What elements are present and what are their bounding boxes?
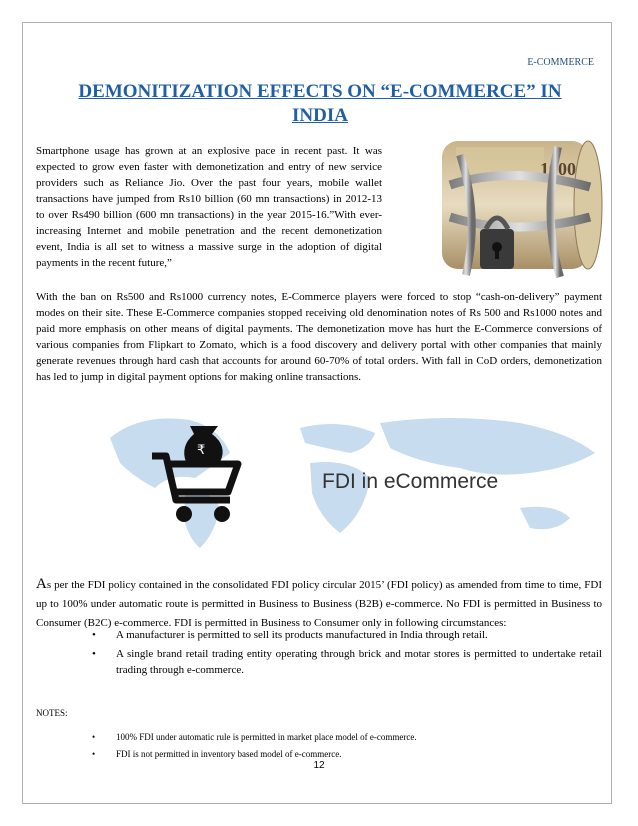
section-header: E-COMMERCE: [527, 57, 594, 68]
page-title: DEMONITIZATION EFFECTS ON “E-COMMERCE” IN INDIA: [78, 81, 562, 126]
fdi-circumstances-list: [92, 627, 602, 681]
notes-label: NOTES:: [36, 708, 68, 718]
fdi-caption: FDI in eCommerce: [322, 470, 499, 493]
list-item: • A manufacturer is permitted to sell its products manufactured in India through retail.: [92, 627, 602, 643]
list-item: • 100% FDI under automatic rule is permitted in market place model of e-commerce.: [92, 731, 592, 744]
list-item: • FDI is not permitted in inventory based model of e-commerce.: [92, 748, 592, 761]
intro-paragraph: Smartphone usage has grown at an explosive pace in recent past. It was expected to grow even faster with demonetization and entry of new service providers such as Reliance Jio. Over the past four years, mobile wallet transactions have jumped from Rs10 billion (60 mn transactions) in 2012-13 to over Rs490 billion (600 mn transactions) in the year 2015-16.”With ever-increasing Internet and mobile penetration and the recent demonetization event, India is all set to witness a massive surge in the adoption of digital payments in the recent future,”: [36, 145, 382, 269]
rupee-symbol: ₹: [197, 443, 206, 458]
fdi-policy-paragraph: [36, 575, 602, 633]
note-value-label: 1000: [540, 159, 576, 179]
demonetization-paragraph: With the ban on Rs500 and Rs1000 currency notes, E-Commerce players were forced to stop “cash-on-delivery” payment modes on their site. These E-Commerce companies stopped receiving old denomination notes of Rs 500 and Rs1000 notes and paid more emphasis on other means of digital payments. The demonetization move has hurt the E-Commerce conversions of various companies from Flipkart to Zomato, which is a food discovery and delivery portal with other companies that mainly generate revenues through hard cash that accounts for around 60-70% of total orders. With fall in CoD orders, demonetization has led to jump in digital payment options for making online transactions.: [36, 291, 602, 383]
list-item: • A single brand retail trading entity operating through brick and motar stores is permitted to undertake retail trading through e-commerce.: [92, 646, 602, 678]
fdi-ecommerce-image: [100, 408, 605, 554]
fdi-policy-text: s per the FDI policy contained in the consolidated FDI policy circular 2015’ (FDI policy) as amended from time to time, FDI up to 100% under automatic route is permitted in Business to Business (B2B) e-commerce. No FDI is permitted in Business to Consumer (B2C) e-commerce. FDI is permitted in Business to Consumer only in following circumstances:: [36, 579, 602, 629]
drop-letter: A: [36, 576, 47, 592]
chained-currency-image: [420, 125, 606, 295]
page-number: 12: [313, 760, 325, 771]
